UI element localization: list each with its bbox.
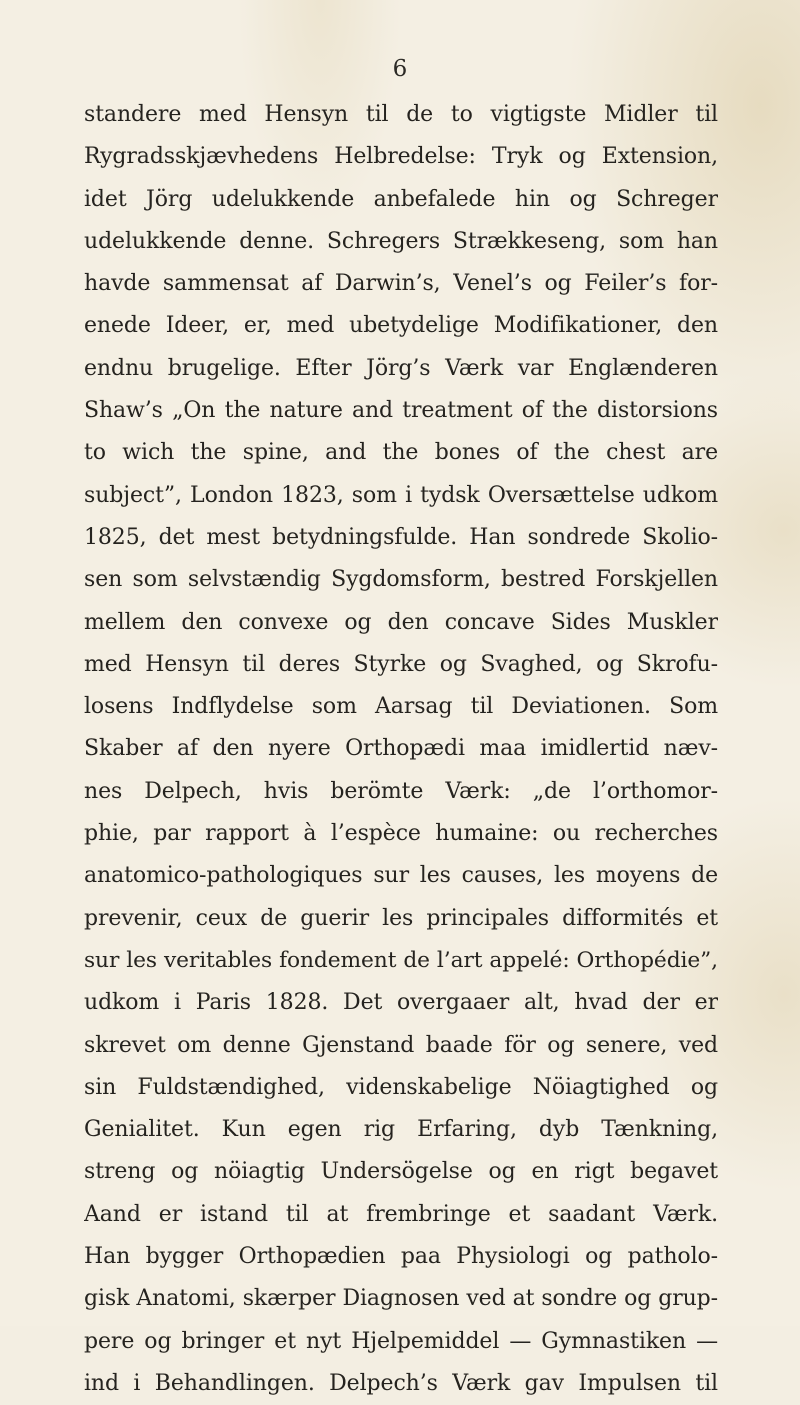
text-line: phie, par rapport à l’espèce humaine: ou recherches: [84, 821, 718, 847]
text-line: subject”, London 1823, som i tydsk Oversættelse udkom: [84, 482, 718, 508]
text-line: pere og bringer et nyt Hjelpemiddel — Gymnastiken —: [84, 1328, 718, 1354]
text-line: sen som selvstændig Sygdomsform, bestred Forskjellen: [84, 567, 718, 593]
text-line: endnu brugelige. Efter Jörg’s Værk var Englænderen: [84, 355, 718, 381]
text-line: losens Indflydelse som Aarsag til Deviationen. Som: [84, 694, 718, 720]
text-line: to wich the spine, and the bones of the chest are: [84, 440, 718, 466]
text-line: sin Fuldstændighed, videnskabelige Nöiagtighed og: [84, 1074, 718, 1100]
text-line: udelukkende denne. Schregers Strækkeseng, som han: [84, 228, 718, 254]
text-line: Rygradsskjævhedens Helbredelse: Tryk og Extension,: [84, 144, 718, 170]
text-line: med Hensyn til deres Styrke og Svaghed, og Skrofu-: [84, 651, 718, 677]
text-line: standere med Hensyn til de to vigtigste Midler til: [84, 102, 718, 127]
text-line: nes Delpech, hvis berömte Værk: „de l’orthomor-: [84, 778, 718, 804]
text-line: anatomico-pathologiques sur les causes, les moyens de: [84, 863, 718, 889]
text-line: prevenir, ceux de guerir les principales difformités et: [84, 905, 718, 931]
body-text: [84, 94, 718, 1405]
text-line: ind i Behandlingen. Delpech’s Værk gav Impulsen til: [84, 1370, 718, 1396]
text-line: Han bygger Orthopædien paa Physiologi og patholo-: [84, 1244, 718, 1270]
text-line: mellem den convexe og den concave Sides Muskler: [84, 609, 718, 635]
text-line: Genialitet. Kun egen rig Erfaring, dyb Tænkning,: [84, 1117, 718, 1143]
text-line: streng og nöiagtig Undersögelse og en rigt begavet: [84, 1159, 718, 1185]
text-line: idet Jörg udelukkende anbefalede hin og Schreger: [84, 186, 718, 212]
text-line: sur les veritables fondement de l’art appelé: Orthopédie”,: [84, 947, 718, 973]
text-line: Aand er istand til at frembringe et saadant Værk.: [84, 1201, 718, 1227]
text-line: gisk Anatomi, skærper Diagnosen ved at sondre og grup-: [84, 1286, 718, 1312]
text-line: enede Ideer, er, med ubetydelige Modifikationer, den: [84, 313, 718, 339]
text-line: havde sammensat af Darwin’s, Venel’s og Feiler’s for-: [84, 271, 718, 297]
text-line: udkom i Paris 1828. Det overgaaer alt, hvad der er: [84, 990, 718, 1016]
text-line: Shaw’s „On the nature and treatment of the distorsions: [84, 398, 718, 424]
page-number: 6: [392, 56, 408, 82]
text-line: skrevet om denne Gjenstand baade för og senere, ved: [84, 1032, 718, 1058]
text-line: 1825, det mest betydningsfulde. Han sondrede Skolio-: [84, 524, 718, 550]
text-line: Skaber af den nyere Orthopædi maa imidlertid næv-: [84, 736, 718, 762]
